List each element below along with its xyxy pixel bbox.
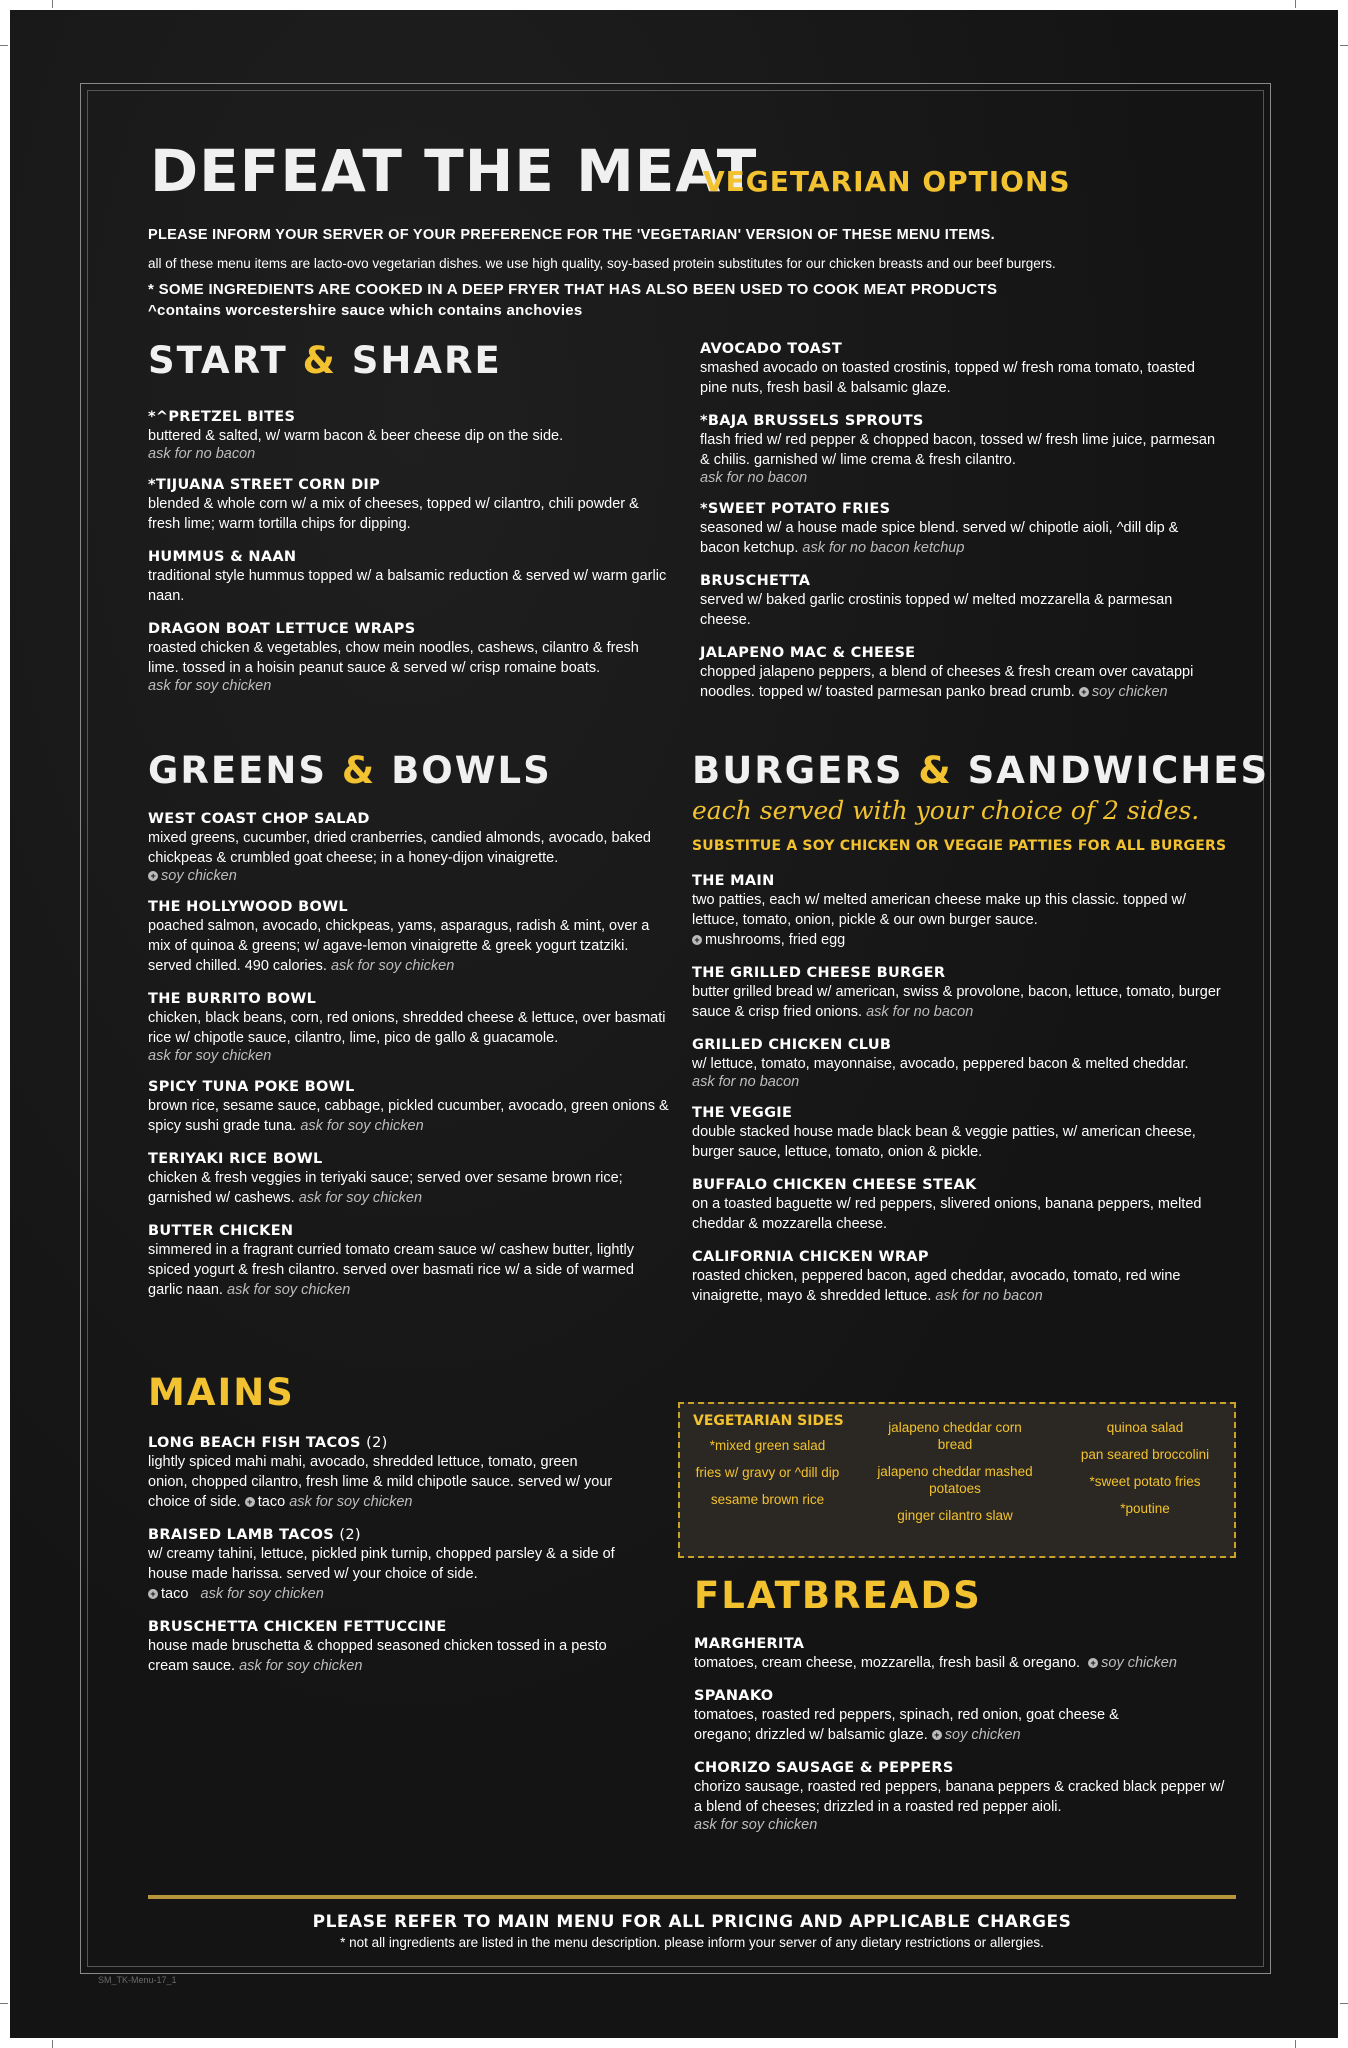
menu-item: GRILLED CHICKEN CLUB w/ lettuce, tomato, mayonnaise, avocado, peppered bacon & melted cheddar. ask for no bacon	[692, 1037, 1189, 1090]
crop-mark	[1295, 2040, 1296, 2048]
section-title-greens-bowls: GREENS & BOWLS	[148, 749, 552, 792]
menu-item: THE BURRITO BOWL chicken, black beans, corn, red onions, shredded cheese & lettuce, over basmati rice w/ chipotle sauce, cilantro, lime, pico de gallo & guacamole. ask for soy chicken	[148, 991, 666, 1064]
menu-item: BRAISED LAMB TACOS (2) w/ creamy tahini, lettuce, pickled pink turnip, chopped parsley & a side of house made harissa. served w/ your choice of side. + taco ask for soy chicken	[148, 1527, 615, 1602]
section-title-flatbreads: FLATBREADS	[694, 1574, 982, 1617]
menu-item: *SWEET POTATO FRIES seasoned w/ a house made spice blend. served w/ chipotle aioli, ^dill dip & bacon ketchup. ask for no bacon ketchup	[700, 501, 1179, 556]
crop-mark	[1295, 0, 1296, 8]
burgers-script-note: each served with your choice of 2 sides.	[692, 796, 1200, 825]
plus-icon: +	[1079, 687, 1089, 697]
menu-item: CALIFORNIA CHICKEN WRAP roasted chicken, peppered bacon, aged cheddar, avocado, tomato, red wine vinaigrette, mayo & shredded lettuce. ask for no bacon	[692, 1249, 1181, 1304]
start-share-left-column	[148, 408, 668, 708]
menu-item: *BAJA BRUSSELS SPROUTS flash fried w/ red pepper & chopped bacon, tossed w/ fresh lime juice, parmesan & chilis. garnished w/ lime crema & fresh cilantro. ask for no bacon	[700, 413, 1216, 486]
menu-item: THE MAIN two patties, each w/ melted american cheese make up this classic. topped w/ lettuce, tomato, onion, pickle & our own burger sauce. + mushrooms, fried egg	[692, 873, 1187, 948]
menu-item: BUFFALO CHICKEN CHEESE STEAK on a toasted baguette w/ red peppers, slivered onions, banana peppers, melted cheddar & mozzarella cheese.	[692, 1177, 1202, 1232]
sides-title: VEGETARIAN SIDES	[693, 1413, 844, 1429]
print-code: SM_TK-Menu-17_1	[98, 1975, 177, 1985]
crop-mark	[1340, 2003, 1348, 2004]
mains-column	[148, 1434, 618, 1690]
plus-icon: +	[245, 1497, 255, 1507]
plus-icon: +	[148, 1589, 158, 1599]
menu-item: LONG BEACH FISH TACOS (2) lightly spiced mahi mahi, avocado, shredded lettuce, tomato, green onion, chopped cilantro, fresh lime & mild chipotle sauce. served w/ your choice of side. + taco ask for soy chicken	[148, 1435, 613, 1510]
sides-column-3: quinoa salad pan seared broccolini *sweet potato fries *poutine	[1080, 1420, 1210, 1516]
sides-column-1: *mixed green salad fries w/ gravy or ^dill dip sesame brown rice	[695, 1438, 840, 1507]
menu-item: SPANAKO tomatoes, roasted red peppers, spinach, red onion, goat cheese & oregano; drizzled w/ balsamic glaze. + soy chicken	[694, 1688, 1119, 1743]
intro-line-2: all of these menu items are lacto-ovo vegetarian dishes. we use high quality, soy-based protein substitutes for our chicken breasts and our beef burgers.	[148, 256, 1056, 271]
menu-item: BRUSCHETTA served w/ baked garlic crostinis topped w/ melted mozzarella & parmesan cheese.	[700, 573, 1173, 628]
vegetarian-sides-box	[678, 1402, 1236, 1558]
intro-line-1: PLEASE INFORM YOUR SERVER OF YOUR PREFERENCE FOR THE 'VEGETARIAN' VERSION OF THESE MENU ITEMS.	[148, 227, 995, 243]
plus-icon: +	[1088, 1658, 1098, 1668]
start-share-right-column	[700, 340, 1220, 716]
menu-item: WEST COAST CHOP SALAD mixed greens, cucumber, dried cranberries, candied almonds, avocado, baked chickpeas & crumbled goat cheese; in a honey-dijon vinaigrette. + soy chicken	[148, 811, 651, 884]
menu-item: BRUSCHETTA CHICKEN FETTUCCINE house made bruschetta & chopped seasoned chicken tossed in a pesto cream sauce. ask for soy chicken	[148, 1619, 607, 1674]
menu-title: DEFEAT THE MEAT	[150, 137, 758, 205]
menu-item: AVOCADO TOAST smashed avocado on toasted crostinis, topped w/ fresh roma tomato, toasted pine nuts, fresh basil & balsamic glaze.	[700, 341, 1195, 396]
menu-item: MARGHERITA tomatoes, cream cheese, mozzarella, fresh basil & oregano. + soy chicken	[694, 1636, 1177, 1671]
menu-item: THE HOLLYWOOD BOWL poached salmon, avocado, chickpeas, yams, asparagus, radish & mint, over a mix of quinoa & greens; w/ agave-lemon vinaigrette & greek yogurt tzatziki. served chilled. 490 calories. ask for soy chicken	[148, 899, 650, 974]
menu-item: *^PRETZEL BITES buttered & salted, w/ warm bacon & beer cheese dip on the side. ask for no bacon	[148, 409, 564, 462]
burgers-substitute-note: SUBSTITUE A SOY CHICKEN OR VEGGIE PATTIES FOR ALL BURGERS	[692, 838, 1227, 854]
plus-icon: +	[148, 871, 158, 881]
menu-item: JALAPENO MAC & CHEESE chopped jalapeno peppers, a blend of cheeses & fresh cream over cavatappi noodles. topped w/ toasted parmesan panko bread crumb. + soy chicken	[700, 645, 1194, 700]
crop-mark	[52, 0, 53, 8]
plus-icon: +	[692, 935, 702, 945]
sides-column-2: jalapeno cheddar corn bread jalapeno cheddar mashed potatoes ginger cilantro slaw	[877, 1420, 1033, 1523]
plus-icon: +	[932, 1730, 942, 1740]
crop-mark	[0, 45, 8, 46]
crop-mark	[0, 2003, 8, 2004]
menu-item: THE GRILLED CHEESE BURGER butter grilled bread w/ american, swiss & provolone, bacon, lettuce, tomato, burger sauce & crisp fried onions. ask for no bacon	[692, 965, 1221, 1020]
menu-item: DRAGON BOAT LETTUCE WRAPS roasted chicken & vegetables, chow mein noodles, cashews, cilantro & fresh lime. tossed in a hoisin peanut sauce & served w/ crisp romaine boats. ask for soy chicken	[148, 621, 639, 694]
greens-column	[148, 810, 670, 1314]
intro-line-4: ^contains worcestershire sauce which contains anchovies	[148, 302, 583, 319]
menu-item: CHORIZO SAUSAGE & PEPPERS chorizo sausage, roasted red peppers, banana peppers & cracked black pepper w/ a blend of cheeses; drizzled in a roasted red pepper aioli. ask for soy chicken	[694, 1760, 1225, 1833]
footer-allergy-note: * not all ingredients are listed in the menu description. please inform your server of any dietary restrictions or allergies.	[340, 1935, 1044, 1950]
menu-item: SPICY TUNA POKE BOWL brown rice, sesame sauce, cabbage, pickled cucumber, avocado, green onions & spicy sushi grade tuna. ask for soy chicken	[148, 1079, 669, 1134]
crop-mark	[1340, 45, 1348, 46]
intro-line-3: * SOME INGREDIENTS ARE COOKED IN A DEEP FRYER THAT HAS ALSO BEEN USED TO COOK MEAT PRODUCTS	[148, 281, 998, 298]
section-title-burgers-sandwiches: BURGERS & SANDWICHES	[692, 749, 1270, 792]
section-title-start-share: START & SHARE	[148, 339, 502, 382]
burgers-column	[692, 872, 1232, 1320]
menu-item: *TIJUANA STREET CORN DIP blended & whole corn w/ a mix of cheeses, topped w/ cilantro, chili powder & fresh lime; warm tortilla chips for dipping.	[148, 477, 639, 532]
menu-subtitle: VEGETARIAN OPTIONS	[703, 165, 1071, 198]
crop-mark	[52, 2040, 53, 2048]
footer-divider	[148, 1895, 1236, 1899]
menu-item: BUTTER CHICKEN simmered in a fragrant curried tomato cream sauce w/ cashew butter, lightly spiced yogurt & fresh cilantro. served over basmati rice w/ a side of warmed garlic naan. ask for soy chicken	[148, 1223, 634, 1298]
section-title-mains: MAINS	[148, 1371, 295, 1414]
flatbreads-column	[694, 1635, 1234, 1847]
footer-pricing-note: PLEASE REFER TO MAIN MENU FOR ALL PRICING AND APPLICABLE CHARGES	[312, 1912, 1072, 1932]
menu-sheet	[10, 10, 1338, 2038]
menu-item: HUMMUS & NAAN traditional style hummus topped w/ a balsamic reduction & served w/ warm garlic naan.	[148, 549, 667, 604]
menu-item: THE VEGGIE double stacked house made black bean & veggie patties, w/ american cheese, burger sauce, lettuce, tomato, onion & pickle.	[692, 1105, 1196, 1160]
menu-item: TERIYAKI RICE BOWL chicken & fresh veggies in teriyaki sauce; served over sesame brown rice; garnished w/ cashews. ask for soy chicken	[148, 1151, 623, 1206]
